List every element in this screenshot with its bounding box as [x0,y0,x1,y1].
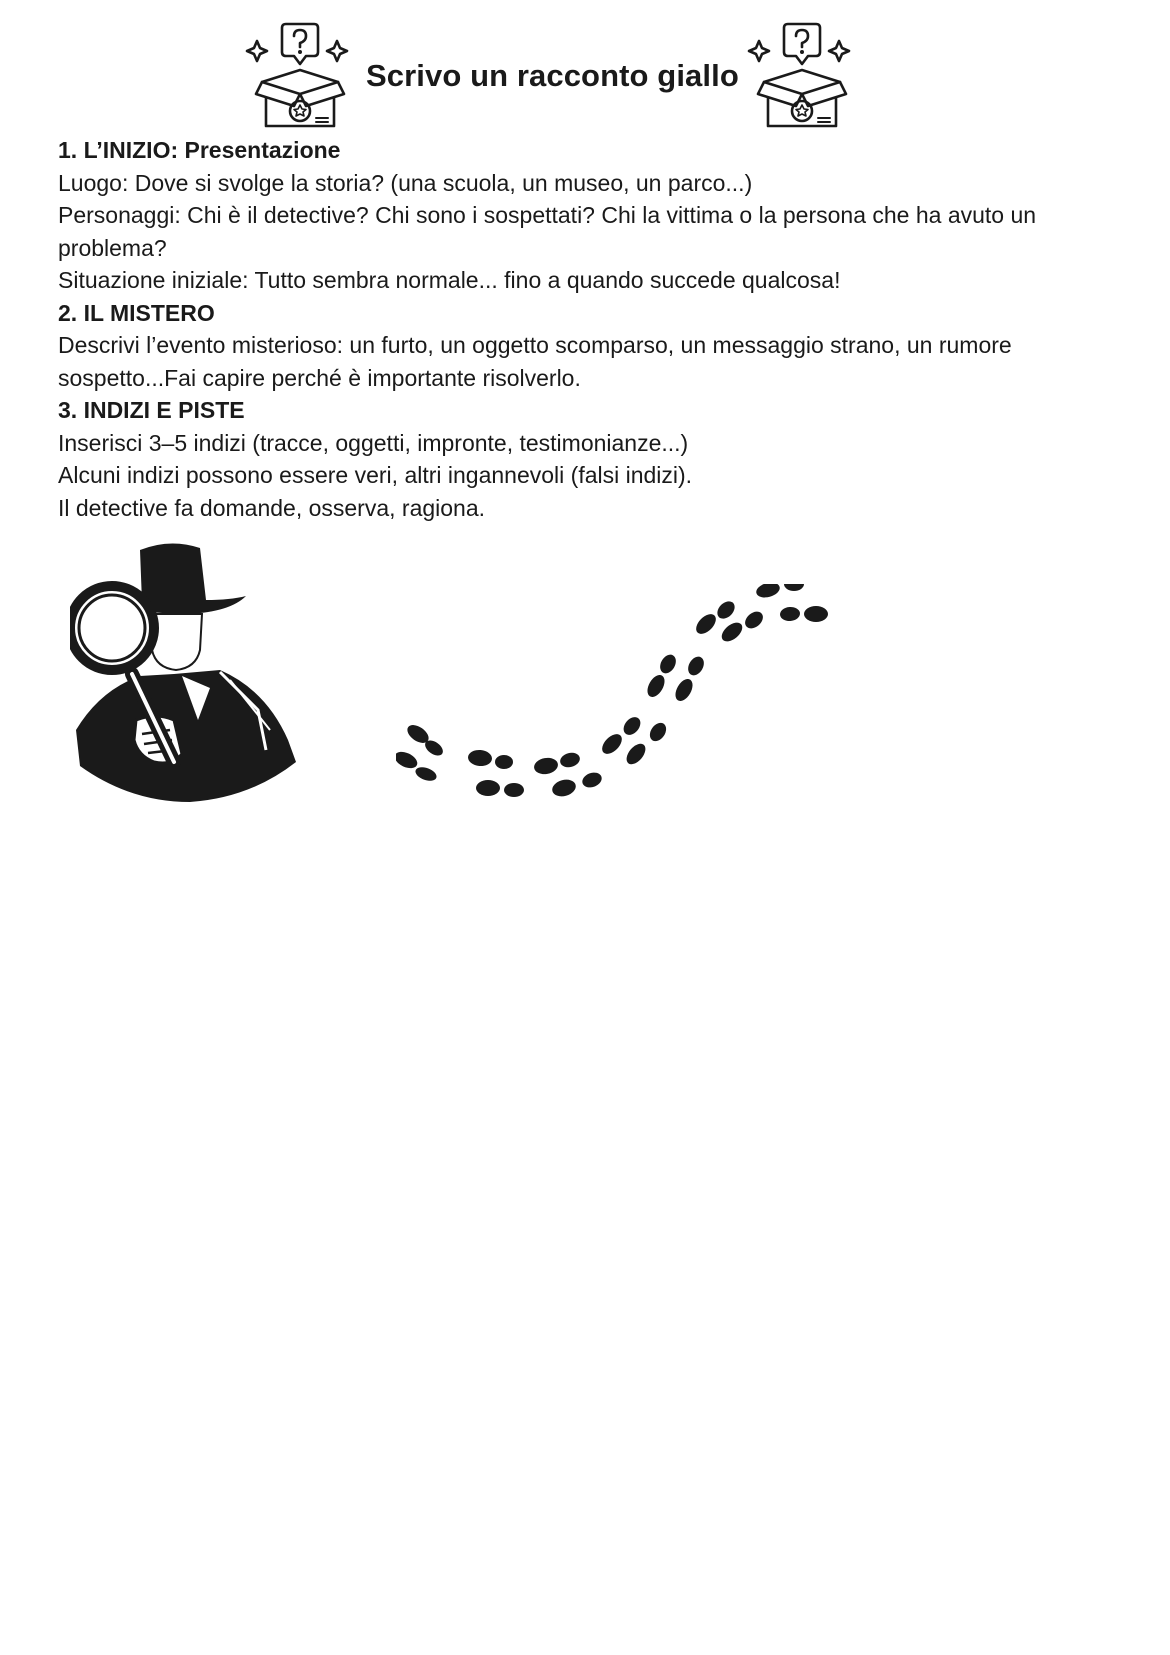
section-mistero [58,297,1118,395]
text-line: Descrivi l’evento misterioso: un furto, un oggetto scomparso, un messaggio strano, un rumore sospetto...Fai capire perché è importante risolverlo. [58,332,1012,391]
footprints-icon [396,584,876,854]
text-line: Inserisci 3–5 indizi (tracce, oggetti, impronte, testimonianze...) [58,429,689,456]
section-heading: 2. IL MISTERO [58,299,215,326]
worksheet-content [58,134,1118,524]
page-header [0,14,1170,144]
section-inizio [58,134,1118,297]
mystery-box-icon [244,14,356,134]
section-heading: 1. L’INIZIO: Presentazione [58,137,341,163]
detective-magnifier-icon [70,540,310,810]
text-line: Luogo: Dove si svolge la storia? (una scuola, un museo, un parco...) [58,169,753,196]
text-line: Il detective fa domande, osserva, ragiona. [58,494,486,521]
text-line: Personaggi: Chi è il detective? Chi sono i sospettati? Chi la vittima o la persona che ha avuto un problema? [58,202,1037,261]
page-title: Scrivo un racconto giallo [366,58,739,93]
mystery-box-icon [746,14,858,134]
text-line: Situazione iniziale: Tutto sembra normale... fino a quando succede qualcosa! [58,267,841,293]
section-heading: 3. INDIZI E PISTE [58,397,245,423]
section-indizi [58,394,1118,524]
text-line: Alcuni indizi possono essere veri, altri ingannevoli (falsi indizi). [58,462,693,488]
